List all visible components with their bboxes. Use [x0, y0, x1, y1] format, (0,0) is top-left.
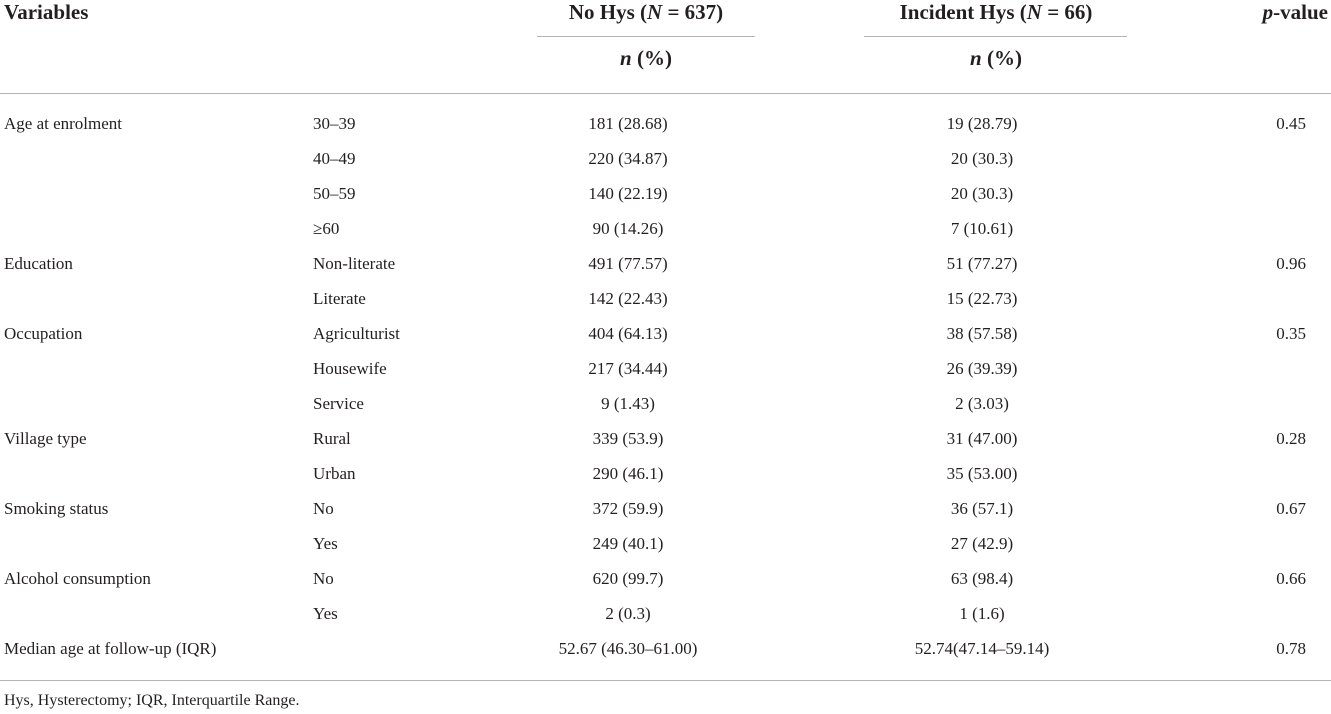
p-value-cell: 0.78	[1276, 639, 1306, 658]
category-cell: Housewife	[313, 359, 387, 378]
no-hys-cell: 372 (59.9)	[592, 499, 664, 518]
no-hys-cell: 404 (64.13)	[588, 324, 668, 343]
variable-cell: Smoking status	[4, 499, 109, 518]
variable-cell: Alcohol consumption	[4, 569, 151, 588]
subheader-incident: n (%)	[970, 46, 1022, 70]
incident-cell: 63 (98.4)	[950, 569, 1014, 588]
subheader-no-hys: n (%)	[620, 46, 672, 70]
category-cell: Agriculturist	[313, 324, 400, 343]
incident-cell: 2 (3.03)	[955, 394, 1009, 413]
p-value-cell: 0.35	[1276, 324, 1306, 343]
header-bottom-rule	[0, 93, 1331, 94]
header-no-hys-underline	[537, 36, 755, 37]
no-hys-cell: 181 (28.68)	[588, 114, 668, 133]
incident-cell: 52.74(47.14–59.14)	[914, 639, 1050, 658]
header-no-hys: No Hys (N = 637)	[568, 0, 724, 24]
no-hys-cell: 142 (22.43)	[588, 289, 668, 308]
variable-cell: Occupation	[4, 324, 83, 343]
no-hys-cell: 2 (0.3)	[605, 604, 651, 623]
category-cell: Non-literate	[313, 254, 396, 273]
incident-cell: 35 (53.00)	[946, 464, 1018, 483]
header-incident-hys: Incident Hys (N = 66)	[899, 0, 1093, 24]
no-hys-cell: 249 (40.1)	[592, 534, 664, 553]
incident-cell: 38 (57.58)	[946, 324, 1018, 343]
category-cell: No	[313, 569, 334, 588]
incident-cell: 20 (30.3)	[950, 184, 1014, 203]
no-hys-cell: 339 (53.9)	[592, 429, 664, 448]
header-p-value: p-value	[1262, 0, 1328, 24]
no-hys-cell: 220 (34.87)	[588, 149, 668, 168]
incident-cell: 31 (47.00)	[946, 429, 1018, 448]
category-cell: ≥60	[313, 219, 340, 238]
incident-cell: 27 (42.9)	[950, 534, 1014, 553]
incident-cell: 1 (1.6)	[959, 604, 1005, 623]
p-value-cell: 0.66	[1276, 569, 1306, 588]
incident-cell: 36 (57.1)	[950, 499, 1014, 518]
p-value-cell: 0.28	[1276, 429, 1306, 448]
no-hys-cell: 290 (46.1)	[592, 464, 664, 483]
incident-cell: 51 (77.27)	[946, 254, 1018, 273]
variable-cell: Median age at follow-up (IQR)	[4, 639, 217, 658]
no-hys-cell: 90 (14.26)	[592, 219, 664, 238]
category-cell: 40–49	[313, 149, 356, 168]
category-cell: Yes	[313, 604, 338, 623]
incident-cell: 20 (30.3)	[950, 149, 1014, 168]
footnote: Hys, Hysterectomy; IQR, Interquartile Range.	[4, 692, 300, 709]
category-cell: Rural	[313, 429, 351, 448]
no-hys-cell: 9 (1.43)	[601, 394, 655, 413]
header-incident-underline	[864, 36, 1127, 37]
no-hys-cell: 491 (77.57)	[588, 254, 668, 273]
no-hys-cell: 620 (99.7)	[592, 569, 664, 588]
no-hys-cell: 140 (22.19)	[588, 184, 668, 203]
incident-cell: 19 (28.79)	[946, 114, 1018, 133]
category-cell: 30–39	[313, 114, 356, 133]
category-cell: Yes	[313, 534, 338, 553]
variable-cell: Education	[4, 254, 73, 273]
category-cell: 50–59	[313, 184, 356, 203]
table-bottom-rule	[0, 680, 1331, 681]
incident-cell: 15 (22.73)	[946, 289, 1018, 308]
variable-cell: Age at enrolment	[4, 114, 123, 133]
p-value-cell: 0.67	[1276, 499, 1306, 518]
no-hys-cell: 52.67 (46.30–61.00)	[558, 639, 698, 658]
category-cell: No	[313, 499, 334, 518]
incident-cell: 26 (39.39)	[946, 359, 1018, 378]
header-variables: Variables	[4, 0, 89, 24]
no-hys-cell: 217 (34.44)	[588, 359, 668, 378]
incident-cell: 7 (10.61)	[950, 219, 1014, 238]
p-value-cell: 0.45	[1276, 114, 1306, 133]
category-cell: Literate	[313, 289, 366, 308]
variable-cell: Village type	[4, 429, 87, 448]
category-cell: Service	[313, 394, 364, 413]
p-value-cell: 0.96	[1276, 254, 1306, 273]
category-cell: Urban	[313, 464, 356, 483]
